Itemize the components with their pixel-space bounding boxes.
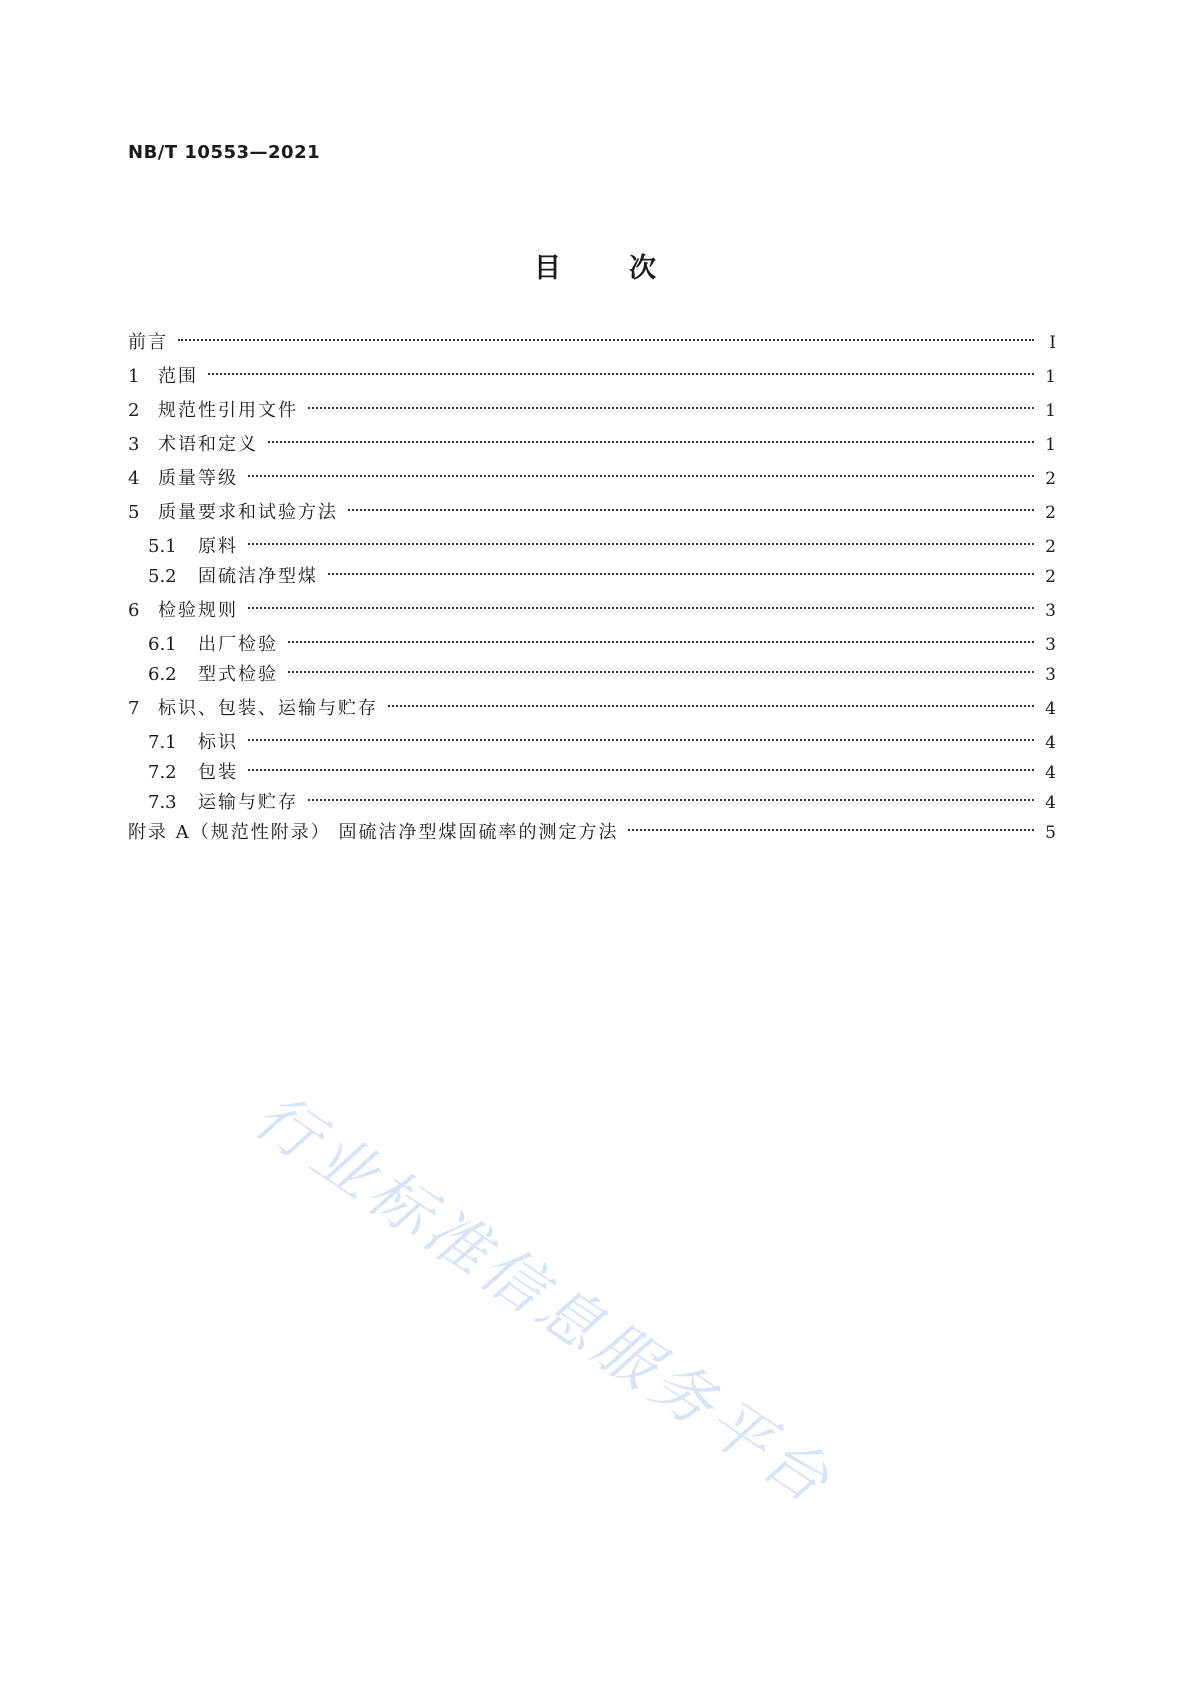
toc-dot-leader	[178, 339, 1034, 341]
toc-entry-number: 2	[128, 400, 140, 421]
toc-entry-label: 范围	[158, 366, 198, 387]
toc-dot-leader	[248, 475, 1034, 477]
toc-entry-5-1[interactable]	[148, 534, 1056, 560]
toc-entry-label: 型式检验	[198, 664, 278, 685]
standard-number: NB/T 10553—2021	[128, 142, 321, 163]
toc-entry-page: 4	[1045, 763, 1056, 783]
toc-entry-7[interactable]	[128, 696, 1056, 722]
toc-dot-leader	[288, 641, 1034, 643]
toc-entry-label: 前言	[128, 332, 168, 353]
toc-title: 目次	[534, 253, 724, 284]
toc-entry-page: 4	[1045, 793, 1056, 813]
toc-entry-label: 固硫洁净型煤	[198, 566, 318, 587]
toc-entry-page: 3	[1045, 635, 1056, 655]
toc-entry-appendix-a[interactable]	[128, 820, 1056, 846]
toc-entry-number: 6.1	[148, 634, 177, 655]
toc-entry-label: 质量要求和试验方法	[158, 502, 338, 523]
toc-entry-6-2[interactable]	[148, 662, 1056, 688]
toc-dot-leader	[208, 373, 1034, 375]
toc-entry-label: 标识	[198, 732, 238, 753]
toc-entry-number: 6	[128, 600, 140, 621]
toc-entry-foreword[interactable]	[128, 330, 1056, 356]
toc-entry-number: 5.2	[148, 566, 177, 587]
toc-entry-number: 6.2	[148, 664, 177, 685]
toc-dot-leader	[248, 769, 1034, 771]
toc-entry-6[interactable]	[128, 598, 1056, 624]
toc-entry-page: 2	[1045, 537, 1056, 557]
toc-entry-3[interactable]	[128, 432, 1056, 458]
toc-entry-7-1[interactable]	[148, 730, 1056, 756]
toc-entry-label: 标识、包装、运输与贮存	[158, 698, 378, 719]
toc-entry-label: 出厂检验	[198, 634, 278, 655]
toc-dot-leader	[248, 739, 1034, 741]
toc-entry-page: I	[1049, 333, 1056, 353]
toc-dot-leader	[248, 543, 1034, 545]
toc-entry-number: 5.1	[148, 536, 177, 557]
toc-entry-5[interactable]	[128, 500, 1056, 526]
toc-entry-1[interactable]	[128, 364, 1056, 390]
toc-entry-2[interactable]	[128, 398, 1056, 424]
toc-dot-leader	[288, 671, 1034, 673]
watermark: 行业标准信息服务平台	[241, 1078, 847, 1520]
toc-entry-page: 3	[1045, 665, 1056, 685]
toc-entry-page: 2	[1045, 503, 1056, 523]
toc-entry-number: 4	[128, 468, 140, 489]
toc-dot-leader	[388, 705, 1034, 707]
toc-dot-leader	[628, 829, 1034, 831]
toc-entry-4[interactable]	[128, 466, 1056, 492]
toc-dot-leader	[308, 407, 1034, 409]
toc-entry-label: 检验规则	[158, 600, 238, 621]
toc-entry-label: 包装	[198, 762, 238, 783]
toc-entry-page: 2	[1045, 469, 1056, 489]
toc-entry-number: 3	[128, 434, 140, 455]
toc-entry-label: 附录 A（规范性附录） 固硫洁净型煤固硫率的测定方法	[128, 822, 619, 843]
toc-entry-page: 1	[1045, 367, 1056, 387]
toc-entry-number: 7.3	[148, 792, 177, 813]
toc-entry-label: 质量等级	[158, 468, 238, 489]
toc-dot-leader	[348, 509, 1034, 511]
toc-entry-number: 5	[128, 502, 140, 523]
toc-entry-number: 1	[128, 366, 140, 387]
toc-entry-page: 3	[1045, 601, 1056, 621]
toc-dot-leader	[308, 799, 1034, 801]
toc-entry-page: 5	[1045, 823, 1056, 843]
toc-entry-page: 1	[1045, 401, 1056, 421]
toc-entry-7-3[interactable]	[148, 790, 1056, 816]
toc-entry-page: 4	[1045, 733, 1056, 753]
toc-entry-page: 2	[1045, 567, 1056, 587]
toc-entry-5-2[interactable]	[148, 564, 1056, 590]
toc-entry-6-1[interactable]	[148, 632, 1056, 658]
toc-entry-7-2[interactable]	[148, 760, 1056, 786]
toc-dot-leader	[328, 573, 1034, 575]
toc-entry-label: 术语和定义	[158, 434, 258, 455]
toc-entry-number: 7	[128, 698, 140, 719]
toc-entry-label: 运输与贮存	[198, 792, 298, 813]
toc-entry-number: 7.2	[148, 762, 177, 783]
toc-dot-leader	[248, 607, 1034, 609]
toc-entry-page: 4	[1045, 699, 1056, 719]
toc-entry-number: 7.1	[148, 732, 177, 753]
toc-entry-label: 规范性引用文件	[158, 400, 298, 421]
toc-entry-page: 1	[1045, 435, 1056, 455]
toc-dot-leader	[268, 441, 1034, 443]
toc-entry-label: 原料	[198, 536, 238, 557]
